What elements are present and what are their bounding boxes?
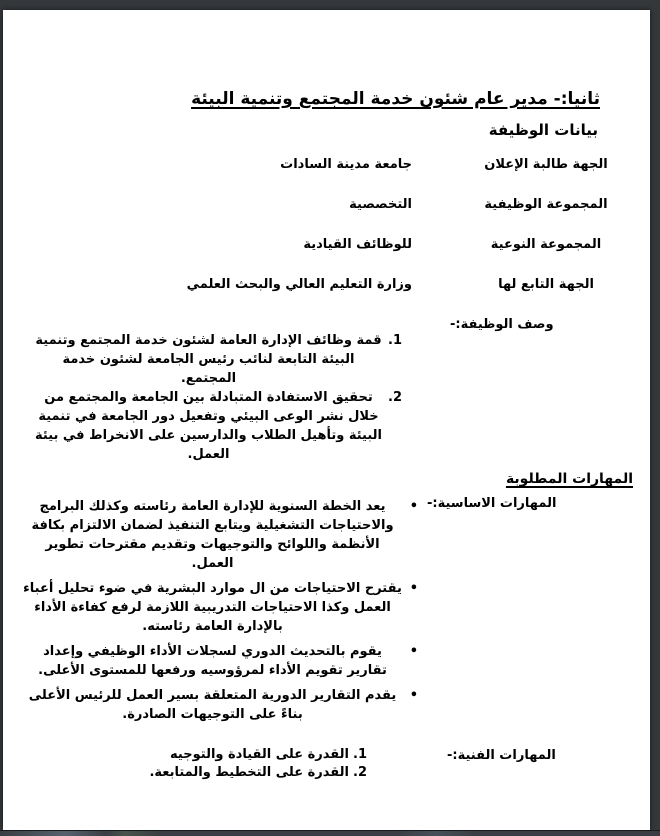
info-row-label: الجهة التابع لها [498,277,594,292]
list-item [3,764,367,782]
technical-skills-list [3,746,367,782]
taskbar-edge [0,830,660,836]
info-row-label: الجهة طالبة الإعلان [484,157,608,172]
job-description-label: وصف الوظيفة:- [450,317,554,332]
list-item-number: 1. [388,333,402,348]
list-item [23,497,418,573]
list-item [23,686,418,724]
table-row [3,235,650,254]
list-item-text: يقترح الاحتياجات من ال موارد البشرية في ضوء تحليل أعباء العمل وكذا الاحتياجات التدريبية اللازمة لرفع كفاءة الأداء بالإدارة العامة رئاسته. [23,581,402,634]
list-item [33,331,402,388]
info-row-value: للوظائف القيادية [303,237,412,252]
list-item [33,388,402,464]
bullet-icon: • [409,644,418,659]
list-item-text: يقدم التقارير الدورية المتعلقة بسير العمل للرئيس الأعلى بناءً على التوجيهات الصادرة. [28,688,397,722]
basic-skills-section [3,494,650,730]
list-item-text: القدرة على التخطيط والمتابعة. [149,765,349,780]
document-page [3,10,650,830]
bullet-icon: • [409,581,418,596]
info-row-value: جامعة مدينة السادات [280,157,412,172]
required-skills-heading: المهارات المطلوبة [505,471,633,487]
list-item [23,642,418,680]
list-item-text: القدرة على القيادة والتوجيه [170,747,349,762]
bullet-icon: • [409,499,418,514]
list-item [3,746,367,764]
list-item-text: يعد الخطة السنوية للإدارة العامة رئاسته وكذلك البرامج والاحتياجات التشغيلية ويتابع التنفيذ لضمان الالتزام بكافة الأنظمة واللوائح والتوجيهات وتقديم مقترحات تطوير العمل. [31,499,394,571]
technical-skills-section [3,746,650,782]
info-row-label: المجموعة الوظيفية [484,197,608,212]
list-item-text: تحقيق الاستفادة المتبادلة بين الجامعة والمجتمع من خلال نشر الوعى البيئي وتفعيل دور الجامعة في تنمية البيئة وتأهيل الطلاب والدارسين على الانخراط في بيئة العمل. [35,390,382,462]
table-row [3,275,650,294]
basic-skills-label: المهارات الاساسية:- [427,496,557,511]
table-row [3,195,650,214]
list-item-number: 1. [353,747,367,762]
basic-skills-list [23,497,418,724]
table-row [3,155,650,174]
bullet-icon: • [409,688,418,703]
job-data-table [3,155,650,294]
job-data-heading: بيانات الوظيفة [488,121,598,139]
list-item-text: يقوم بالتحديث الدوري لسجلات الأداء الوظيفي وإعداد تقارير تقويم الأداء لمرؤوسيه ورفعها للمستوى الأعلى. [38,644,387,678]
info-row-value: التخصصية [349,197,412,212]
list-item [23,579,418,636]
job-description-section [3,315,650,464]
job-description-list [33,331,402,464]
info-row-label: المجموعة النوعية [490,237,602,252]
document-title: ثانيا:- مدير عام شئون خدمة المجتمع وتنمية البيئة [191,89,600,109]
technical-skills-label: المهارات الفنية:- [447,748,556,763]
info-row-value: وزارة التعليم العالي والبحث العلمي [186,277,412,292]
list-item-text: قمة وظائف الإدارة العامة لشئون خدمة المجتمع وتنمية البيئة التابعة لنائب رئيس الجامعة لشئون خدمة المجتمع. [35,333,382,386]
list-item-number: 2. [353,765,367,780]
list-item-number: 2. [388,390,402,405]
